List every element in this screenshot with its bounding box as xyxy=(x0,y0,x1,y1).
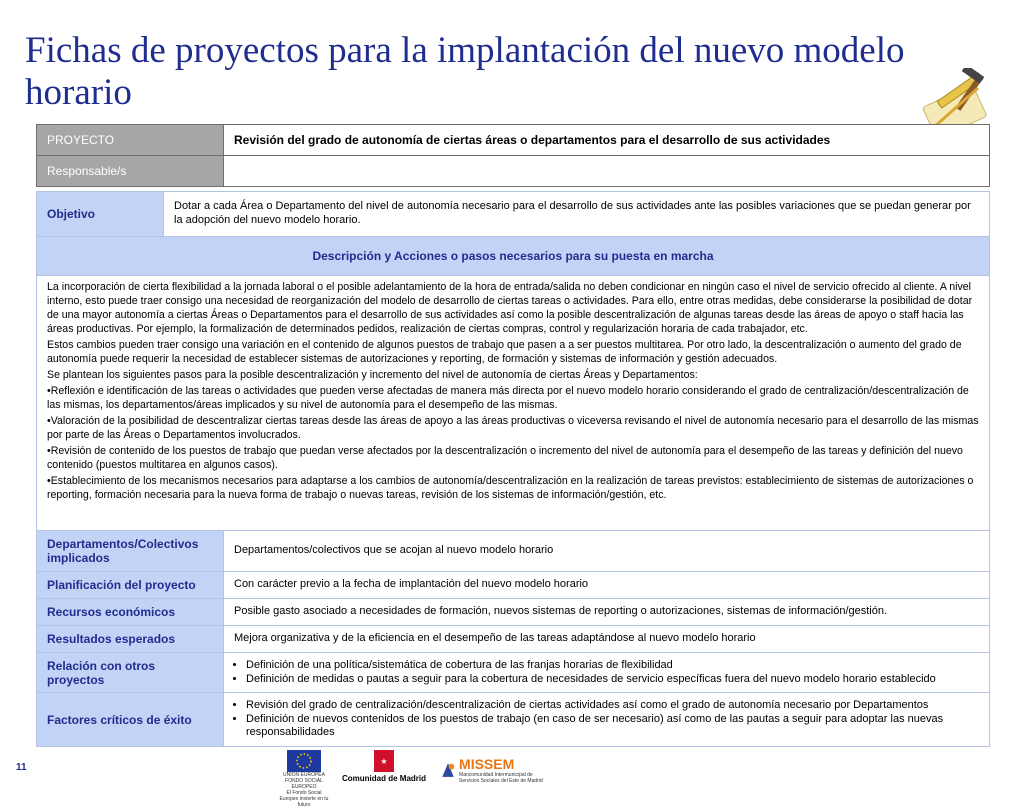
page-title: Fichas de proyectos para la implantación del nuevo modelo horario xyxy=(25,30,905,113)
eu-sub: FONDO SOCIAL EUROPEO xyxy=(285,778,323,790)
project-header-table xyxy=(36,124,990,187)
eu-text: UNIÓN EUROPEA xyxy=(283,772,325,778)
responsable-value xyxy=(224,156,990,187)
relacion-value xyxy=(224,653,990,693)
missem-name: MISSEM xyxy=(459,756,515,772)
missem-emblem-icon xyxy=(440,754,456,786)
project-detail-table xyxy=(36,191,990,747)
planificacion-value: Con carácter previo a la fecha de implantación del nuevo modelo horario xyxy=(224,572,990,599)
missem-sub: Mancomunidad Intermunicipal de Servicios Sociales del Este de Madrid xyxy=(459,772,543,784)
eu-logo xyxy=(278,750,330,808)
relacion-item: • Definición de medidas o pautas a seguir para la cobertura de necesidades de servicio específicas fuera del nuevo modelo horario establecido xyxy=(246,673,979,687)
desc-paragraph: •Valoración de la posibilidad de descentralizar ciertas tareas desde las áreas de apoyo a las áreas productivas o viceversa revisando el nivel de autonomía necesario para el desarrollo de las mismas por parte de las Áreas o Departamentos involucrados. xyxy=(47,415,979,441)
desc-paragraph: Estos cambios pueden traer consigo una variación en el contenido de algunos puestos de trabajo que pasen a a ser puestos multitarea. Por otro lado, la descentralización o aumento del grado de autonomía puede requerir la necesidad de establecer sistemas de autorizaciones y reporting, de formación y sistemas de información y gestión adecuados. xyxy=(47,339,962,365)
departamentos-label: Departamentos/Colectivos implicados xyxy=(37,531,224,572)
objetivo-value: Dotar a cada Área o Departamento del nivel de autonomía necesario para el desarrollo de sus actividades ante las posibles variaciones que se puedan generar por la adopción del nuevo modelo horario. xyxy=(164,192,990,237)
objetivo-label: Objetivo xyxy=(37,192,164,237)
factores-item: • Definición de nuevos contenidos de los puestos de trabajo (en caso de ser necesario) así como de las pautas a seguir para adoptar las nuevas responsabilidades xyxy=(246,713,979,740)
desc-paragraph: •Revisión de contenido de los puestos de trabajo que puedan verse afectados por la descentralización o incremento del nivel de autonomía para el desempeño de las tareas y definición del nuevo contenido (puestos multitarea en algunos casos). xyxy=(47,445,963,471)
recursos-label: Recursos económicos xyxy=(37,599,224,626)
svg-text:★: ★ xyxy=(380,757,388,766)
resultados-label: Resultados esperados xyxy=(37,626,224,653)
eu-flag-icon xyxy=(287,750,321,772)
eu-sub2: El Fondo Social Europeo invierte en tu futuro xyxy=(279,790,329,808)
factores-value xyxy=(224,693,990,747)
proyecto-label: PROYECTO xyxy=(37,125,224,156)
comunidad-madrid-logo xyxy=(337,750,431,790)
relacion-item: • Definición de una política/sistemática de cobertura de las franjas horarias de flexibilidad xyxy=(246,659,979,673)
page-number: 11 xyxy=(16,762,27,773)
recursos-value: Posible gasto asociado a necesidades de formación, nuevos sistemas de reporting o autorizaciones, sistemas de información/gestión. xyxy=(224,599,990,626)
desc-paragraph: La incorporación de cierta flexibilidad a la jornada laboral o el posible adelantamiento de la hora de entrada/salida no deben condicionar en ningún caso el nivel de servicio ofrecido al cliente. A nivel interno, esto puede traer consigo una necesidad de reorganización del modelo de desarrollo de ciertas tareas o actividades. Para ello, entre otras medidas, debe considerarse la posibilidad de dotar de una mayor autonomía a ciertas Áreas o Departamentos para el desarrollo de sus actividades así como la posible descentralización de algunas tareas desde las áreas de apoyo o staff hacia las áreas productivas. Por ejemplo, la formalización de determinados pedidos, realización de ciertas compras, control y regularización horaria de cada trabajador, etc. xyxy=(47,281,973,335)
factores-label: Factores críticos de éxito xyxy=(37,693,224,747)
relacion-label: Relación con otros proyectos xyxy=(37,653,224,693)
descripcion-body xyxy=(37,276,990,531)
missem-logo xyxy=(440,750,550,790)
proyecto-value: Revisión del grado de autonomía de ciertas áreas o departamentos para el desarrollo de sus actividades xyxy=(224,125,990,156)
responsable-label: Responsable/s xyxy=(37,156,224,187)
madrid-flag-icon xyxy=(374,750,394,772)
desc-paragraph: •Establecimiento de los mecanismos necesarios para adaptarse a los cambios de autonomía/descentralización en la realización de tareas previstos: establecimiento de sistemas de autorizaciones o reporting, formación necesaria para la nueva forma de trabajo o nuevas tareas, revisión de los sistemas de información/gestión, etc. xyxy=(47,475,974,501)
descripcion-header: Descripción y Acciones o pasos necesarios para su puesta en marcha xyxy=(37,237,990,276)
departamentos-value: Departamentos/colectivos que se acojan al nuevo modelo horario xyxy=(224,531,990,572)
factores-item: • Revisión del grado de centralización/descentralización de ciertas actividades así como el grado de autonomía necesario por Departamentos xyxy=(246,699,979,713)
cm-text: Comunidad de Madrid xyxy=(342,774,426,783)
resultados-value: Mejora organizativa y de la eficiencia en el desempeño de las tareas adaptándose al nuevo modelo horario xyxy=(224,626,990,653)
desc-paragraph: •Reflexión e identificación de las tareas o actividades que pueden verse afectadas de manera más directa por el nuevo modelo horario considerando el grado de centralización/descentralización de las mismas, los departamentos/áreas implicados y su nivel de autonomía para el desempeño de las mismas. xyxy=(47,385,969,411)
planificacion-label: Planificación del proyecto xyxy=(37,572,224,599)
desc-paragraph: Se plantean los siguientes pasos para la posible descentralización y incremento del nivel de autonomía de ciertas Áreas y Departamentos: xyxy=(47,369,698,381)
